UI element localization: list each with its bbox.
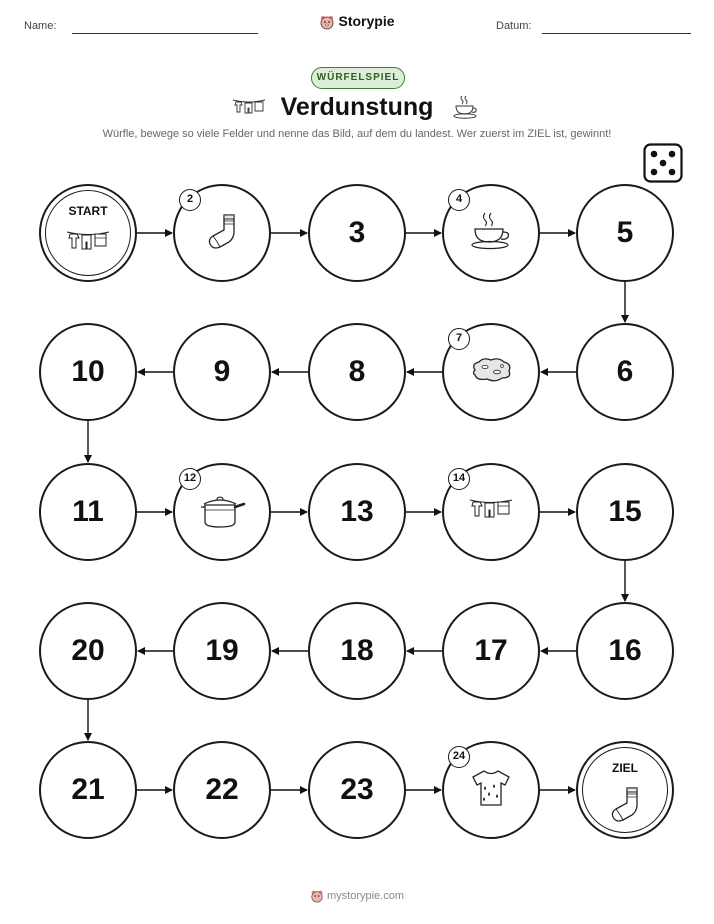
- cell-number: 9: [213, 355, 231, 388]
- cell-13: [308, 463, 406, 561]
- cell-start: [39, 184, 137, 282]
- cell-17: [442, 602, 540, 700]
- wet-tshirt-icon: [470, 768, 512, 813]
- cell-number-badge: 12: [179, 468, 201, 490]
- steaming-cup-icon: [468, 211, 514, 256]
- name-line[interactable]: [72, 33, 258, 34]
- cell-number-badge: 24: [448, 746, 470, 768]
- cell-number: 15: [608, 495, 642, 528]
- cell-23: [308, 741, 406, 839]
- laundry-line-icon: [66, 228, 110, 261]
- brand-name: Storypie: [338, 13, 395, 29]
- cell-number-badge: 7: [448, 328, 470, 350]
- dice-icon: [643, 143, 683, 183]
- cell-number-badge: 14: [448, 468, 470, 490]
- cell-number: 11: [72, 495, 104, 528]
- storypie-mascot-icon: [319, 14, 335, 30]
- cell-22: [173, 741, 271, 839]
- cell-18: [308, 602, 406, 700]
- cell-number: 10: [71, 355, 105, 388]
- cell-9: [173, 323, 271, 421]
- date-line[interactable]: [542, 33, 691, 34]
- cell-number: 8: [348, 355, 366, 388]
- cell-number: 3: [348, 216, 366, 249]
- cell-5: [576, 184, 674, 282]
- cell-number-badge: 4: [448, 189, 470, 211]
- cell-number: 17: [474, 634, 508, 667]
- cell-number: 5: [616, 216, 634, 249]
- cell-number: 22: [205, 773, 239, 806]
- sock-icon: [202, 212, 242, 255]
- cooking-pot-icon: [198, 490, 246, 535]
- cell-20: [39, 602, 137, 700]
- cell-number: 18: [340, 634, 374, 667]
- steaming-cup-icon: [452, 94, 480, 120]
- cell-number: 6: [616, 355, 634, 388]
- cell-number: 13: [340, 495, 374, 528]
- footer-url[interactable]: mystorypie.com: [326, 889, 405, 902]
- puddle-icon: [469, 356, 513, 389]
- cell-label: START: [68, 204, 108, 218]
- cell-ziel: [576, 741, 674, 839]
- cell-21: [39, 741, 137, 839]
- date-label: Datum:: [496, 20, 532, 32]
- cell-19: [173, 602, 271, 700]
- cell-number: 20: [71, 634, 105, 667]
- cell-label: ZIEL: [612, 761, 638, 775]
- cell-number: 16: [608, 634, 642, 667]
- instructions: Würfle, bewege so viele Felder und nenne das Bild, auf dem du landest. Wer zuerst im ZIEL ist, gewinnt!: [102, 128, 612, 140]
- brand-logo: [0, 13, 714, 30]
- cell-10: [39, 323, 137, 421]
- page-title: Verdunstung: [280, 93, 434, 121]
- cell-3: [308, 184, 406, 282]
- cell-number: 19: [205, 634, 239, 667]
- footer: [0, 889, 714, 903]
- cell-15: [576, 463, 674, 561]
- cell-number: 23: [340, 773, 374, 806]
- laundry-line-icon: [469, 496, 513, 529]
- cell-8: [308, 323, 406, 421]
- cell-11: [39, 463, 137, 561]
- game-type-badge: WÜRFELSPIEL: [311, 67, 405, 89]
- sock-icon: [605, 785, 645, 828]
- storypie-mascot-icon: [310, 889, 324, 903]
- cell-16: [576, 602, 674, 700]
- cell-6: [576, 323, 674, 421]
- cell-number: 21: [71, 773, 105, 806]
- name-label: Name:: [24, 20, 57, 32]
- cell-number-badge: 2: [179, 189, 201, 211]
